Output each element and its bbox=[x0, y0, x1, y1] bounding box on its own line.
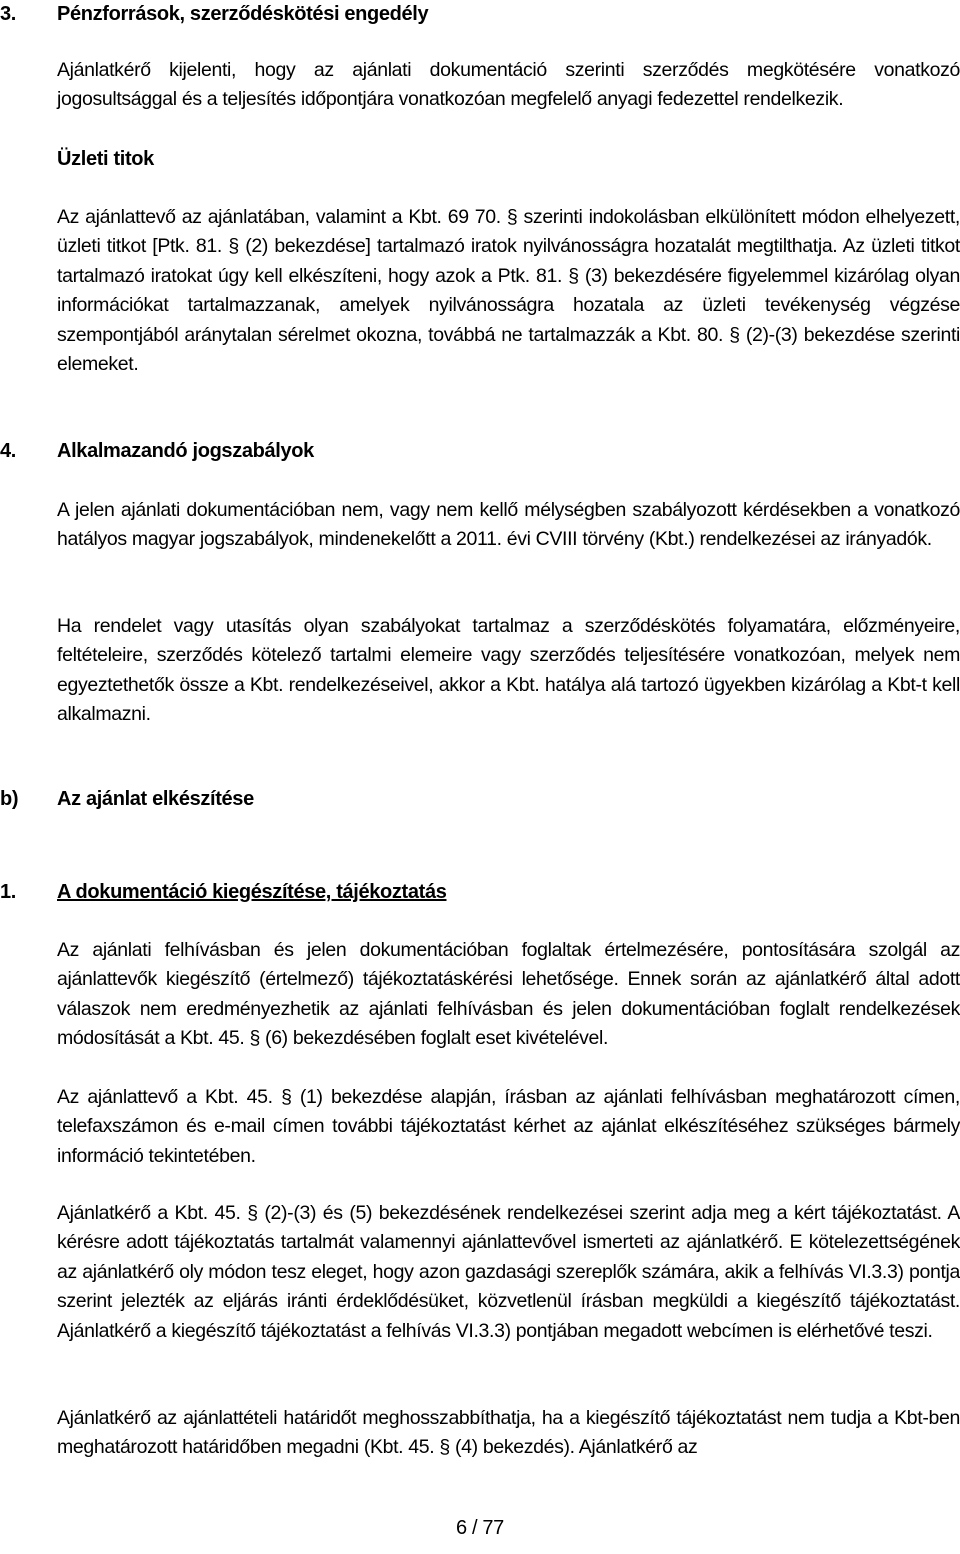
section-3-number: 3. bbox=[0, 3, 16, 25]
page-number: 6 / 77 bbox=[456, 1517, 504, 1539]
section-1-title: A dokumentáció kiegészítése, tájékoztatás bbox=[57, 881, 447, 903]
section-1-paragraph-2: Az ajánlattevő a Kbt. 45. § (1) bekezdése alapján, írásban az ajánlati felhívásban meghatározott címen, telefaxszámon és e-mail címen további tájékoztatást kérhet az ajánlat elkészítéséhez szükséges bármely információ tekintetében. bbox=[57, 1086, 960, 1167]
section-4-paragraph-1: A jelen ajánlati dokumentációban nem, vagy nem kellő mélységben szabályozott kérdésekben a vonatkozó hatályos magyar jogszabályok, mindenekelőtt a 2011. évi CVIII törvény (Kbt.) rendelkezései az irányadók. bbox=[57, 499, 960, 551]
section-1-paragraph-1: Az ajánlati felhívásban és jelen dokumentációban foglaltak értelmezésére, pontosítására szolgál az ajánlattevők kiegészítő (értelmező) tájékoztatáskérési lehetősége. Ennek során az ajánlatkérő által adott válaszok nem eredményezhetik az ajánlati felhívásban és jelen dokumentációban foglalt rendelkezések módosítását a Kbt. 45. § (6) bekezdésében foglalt eset kivételével. bbox=[57, 939, 960, 1050]
section-1-paragraph-3: Ajánlatkérő a Kbt. 45. § (2)-(3) és (5) bekezdésének rendelkezései szerint adja meg a kért tájékoztatást. A kérésre adott tájékoztatás tartalmát valamennyi ajánlattevővel ismerteti az ajánlatkérő. E kötelezettségének az ajánlatkérő oly módon tesz eleget, hogy azon gazdasági szereplők számára, akik a felhívás VI.3.3) pontja szerint jelezték az eljárás iránti érdeklődésüket, közvetlenül írásban megküldi a kiegészítő tájékoztatást. Ajánlatkérő a kiegészítő tájékoztatást a felhívás VI.3.3) pontjában megadott webcímen is elérhetővé teszi. bbox=[57, 1202, 960, 1342]
trade-secret-paragraph: Az ajánlattevő az ajánlatában, valamint a Kbt. 69 70. § szerinti indokolásban elkülönített módon elhelyezett, üzleti titkot [Ptk. 81. § (2) bekezdése] tartalmazó iratok nyilvánosságra hozatalát megtilthatja. Az üzleti titkot tartalmazó iratokat úgy kell elkészíteni, hogy azok a Ptk. 81. § (3) bekezdésére figyelemmel kizárólag olyan információkat tartalmazzanak, amelyek nyilvánosságra hozatala az üzleti tevékenység végzése szempontjából aránytalan sérelmet okozna, továbbá ne tartalmazzák a Kbt. 80. § (2)-(3) bekezdése szerinti elemeket. bbox=[57, 206, 960, 376]
section-1-paragraph-4: Ajánlatkérő az ajánlattételi határidőt meghosszabbíthatja, ha a kiegészítő tájékoztatást nem tudja a Kbt-ben meghatározott határidőben megadni (Kbt. 45. § (4) bekezdés). Ajánlatkérő az bbox=[57, 1407, 960, 1459]
section-4-number: 4. bbox=[0, 440, 16, 462]
section-1-number: 1. bbox=[0, 881, 16, 903]
section-4-paragraph-2: Ha rendelet vagy utasítás olyan szabályokat tartalmaz a szerződéskötés folyamatára, előzményeire, feltételeire, szerződés kötelező tartalmi elemeire vagy szerződés teljesítésére vonatkozóan, melyek nem egyeztethetők össze a Kbt. rendelkezéseivel, akkor a Kbt. hatálya alá tartozó ügyekben kizárólag a Kbt-t kell alkalmazni. bbox=[57, 615, 960, 726]
section-b-title: Az ajánlat elkészítése bbox=[57, 788, 254, 810]
section-4-title: Alkalmazandó jogszabályok bbox=[57, 440, 314, 462]
section-3-paragraph: Ajánlatkérő kijelenti, hogy az ajánlati dokumentáció szerinti szerződés megkötésére vonatkozó jogosultsággal és a teljesítés időpontjára vonatkozóan megfelelő anyagi fedezettel rendelkezik. bbox=[57, 59, 960, 111]
section-3-title: Pénzforrások, szerződéskötési engedély bbox=[57, 3, 429, 25]
trade-secret-heading: Üzleti titok bbox=[57, 148, 154, 170]
section-b-number: b) bbox=[0, 788, 19, 810]
